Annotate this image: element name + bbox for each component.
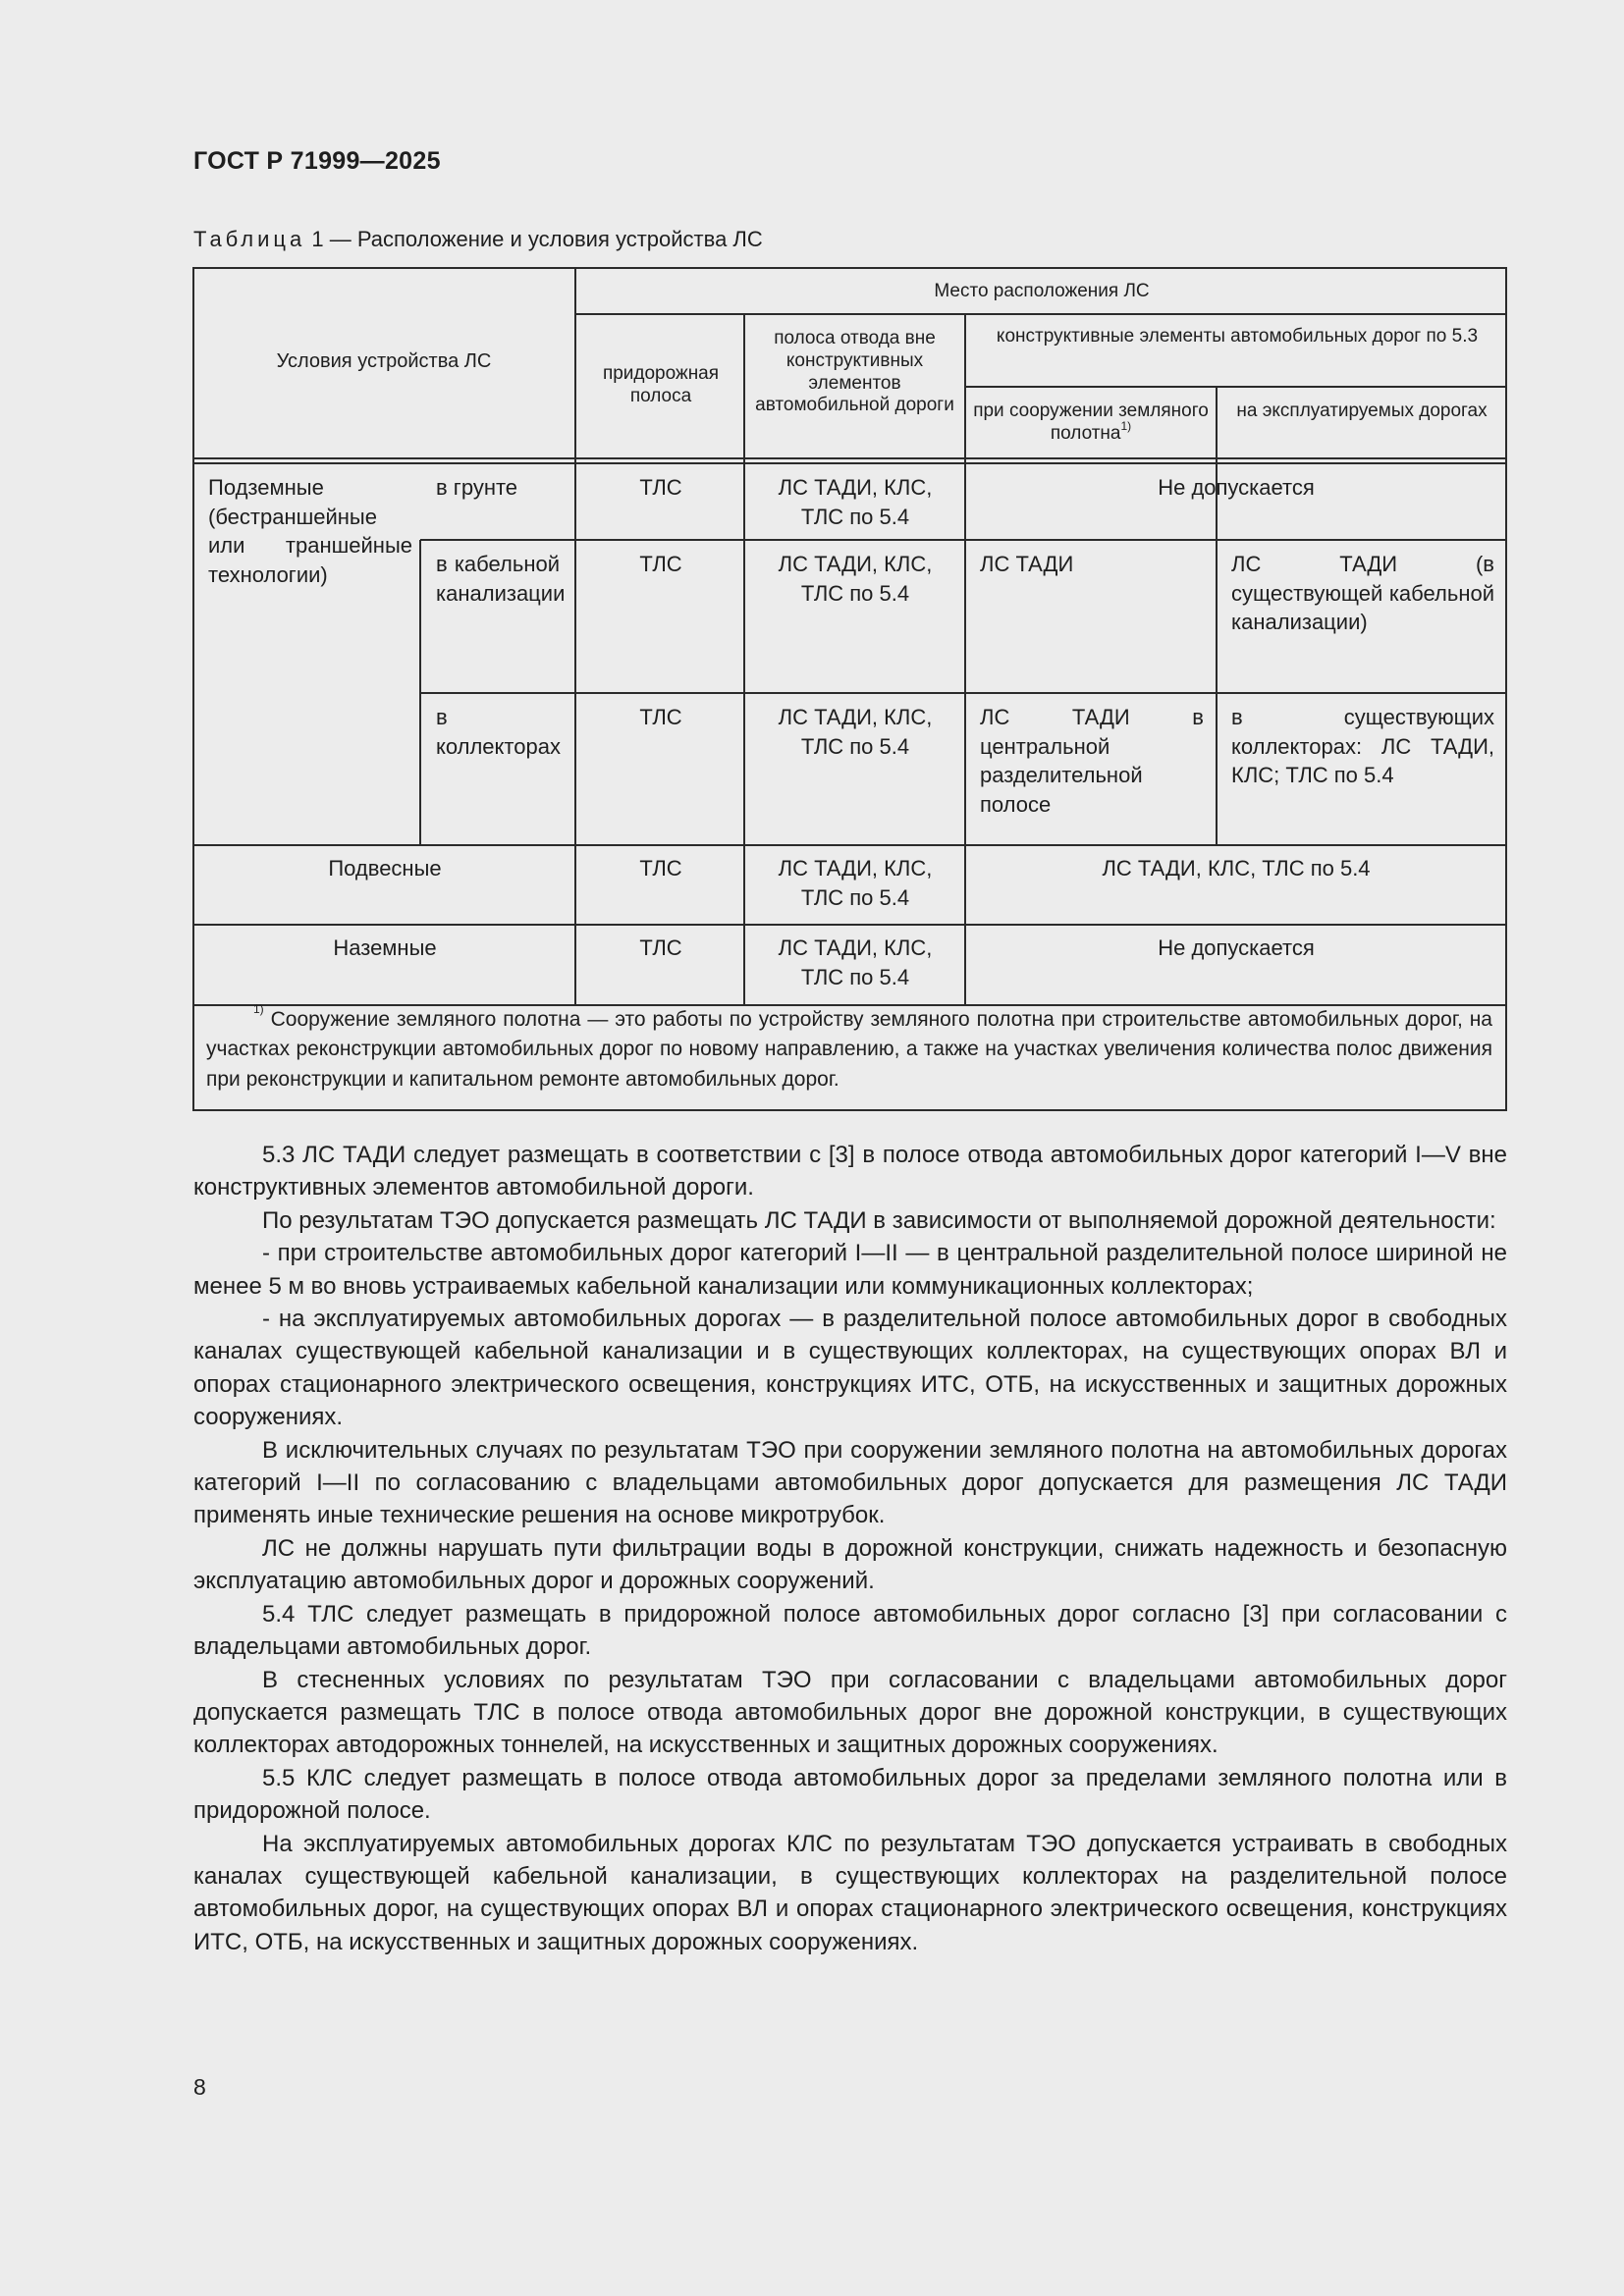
header-location: Место расположения ЛС [934,281,1150,301]
cell-tls: ТЛС [639,935,682,960]
cell-existing-collectors: в существующих коллекторах: ЛС ТАДИ, КЛС; ТЛС по 5.4 [1231,705,1494,788]
document-header: ГОСТ Р 71999—2025 [193,147,441,175]
paragraph: В исключительных случаях по результатам ТЭО при сооружении земляного полотна на автомобильных дорогах категорий I—II по согласованию с владельцами автомобильных дорог допускается для размещения ЛС ТАДИ применять иные технические решения на основе микротрубок. [193,1436,1507,1529]
cell-mixed: ЛС ТАДИ, КЛС, ТЛС по 5.4 [778,935,933,989]
table-caption [193,227,763,252]
cell-mixed: ЛС ТАДИ, КЛС, ТЛС по 5.4 [778,705,933,759]
body-text [193,1139,1507,1958]
header-conditions: Условия устройства ЛС [276,350,492,372]
paragraph: 5.4 ТЛС следует размещать в придорожной полосе автомобильных дорог согласно [3] при согласовании с владельцами автомобильных дорог. [193,1600,1507,1661]
cell-mixed: ЛС ТАДИ, КЛС, ТЛС по 5.4 [778,475,933,529]
cell-ls-tadi-central: ЛС ТАДИ в центральной разделительной полосе [980,705,1204,818]
table-footnote [206,1002,1492,1095]
paragraph: В стесненных условиях по результатам ТЭО при согласовании с владельцами автомобильных дорог допускается размещать ТЛС в полосе отвода автомобильных дорог вне дорожной конструкции, в существующих коллекторах автодорожных тоннелей, на искусственных и защитных дорожных сооружениях. [193,1666,1507,1759]
footnote-text: Сооружение земляного полотна — это работы по устройству земляного полотна при строительстве автомобильных дорог, на участках реконструкции автомобильных дорог по новому направлению, а также на участках увеличения количества полос движения при реконструкции и капитальном ремонте автомобильных дорог. [206,1008,1492,1091]
row-overhead: Подвесные [328,856,442,881]
page-number: 8 [193,2074,206,2100]
paragraph: - при строительстве автомобильных дорог категорий I—II — в центральной разделительной полосе шириной не менее 5 м во вновь устраиваемых кабельной канализации или коммуникационных коллекторах; [193,1240,1507,1300]
row-in-duct: в кабельной канализации [436,552,566,606]
header-operated: на эксплуатируемых дорогах [1236,400,1488,421]
paragraph: На эксплуатируемых автомобильных дорогах КЛС по результатам ТЭО допускается устраивать в свободных каналах существующей кабельной канализации, в существующих коллекторах на разделительной полосе автомобильных дорог, на существующих опорах ВЛ и опорах стационарного электрического освещения, конструкциях ИТС, ОТБ, на искусственных и защитных дорожных сооружениях. [193,1830,1507,1955]
cell-not-allowed: Не допускается [1158,935,1315,960]
paragraph: 5.5 КЛС следует размещать в полосе отвода автомобильных дорог за пределами земляного полотна или в придорожной полосе. [193,1764,1507,1825]
cell-mixed: ЛС ТАДИ, КЛС, ТЛС по 5.4 [778,552,933,606]
header-structural: конструктивные элементы автомобильных дорог по 5.3 [996,326,1479,347]
footnote-mark: 1) [253,1002,264,1016]
cell-overhead-structural: ЛС ТАДИ, КЛС, ТЛС по 5.4 [1102,856,1371,881]
cell-tls: ТЛС [639,856,682,881]
table-caption-title: 1 — Расположение и условия устройства ЛС [305,227,763,251]
table-caption-prefix: Таблица [193,227,306,251]
row-in-ground: в грунте [436,475,518,500]
paragraph: - на эксплуатируемых автомобильных дорогах — в разделительной полосе автомобильных дорог в свободных каналах существующей кабельной канализации и в существующих коллекторах, на существующих опорах ВЛ и опорах стационарного электрического освещения, конструкциях ИТС, ОТБ, на искусственных и защитных дорожных сооружениях. [193,1306,1507,1431]
paragraph: По результатам ТЭО допускается размещать ЛС ТАДИ в зависимости от выполняемой дорожной деятельности: [262,1206,1496,1234]
row-underground: Подземные (бестраншейные или траншейные технологии) [208,475,412,588]
row-ground: Наземные [333,935,437,960]
cell-tls: ТЛС [639,552,682,576]
header-right-of-way: полоса отвода вне конструктивных элементов автомобильной дороги [755,328,954,416]
header-roadside: придорожная полоса [602,363,720,406]
paragraph: ЛС не должны нарушать пути фильтрации воды в дорожной конструкции, снижать надежность и безопасную эксплуатацию автомобильных дорог и дорожных сооружений. [193,1534,1507,1595]
footnote-ref: 1) [1120,418,1132,433]
header-during-subgrade-text: при сооружении земляного полотна [973,400,1209,444]
cell-mixed: ЛС ТАДИ, КЛС, ТЛС по 5.4 [778,856,933,910]
header-during-subgrade [970,400,1212,446]
paragraph: 5.3 ЛС ТАДИ следует размещать в соответствии с [3] в полосе отвода автомобильных дорог категорий I—V вне конструктивных элементов автомобильной дороги. [193,1142,1507,1201]
cell-tls: ТЛС [639,475,682,500]
row-in-collectors: в коллекторах [436,705,561,759]
cell-ls-tadi-existing-duct: ЛС ТАДИ (в существующей кабельной канализации) [1231,552,1494,635]
cell-tls: ТЛС [639,705,682,729]
cell-ls-tadi: ЛС ТАДИ [980,552,1074,576]
cell-not-allowed: Не допускается [1158,475,1315,500]
location-table [192,267,1507,1111]
